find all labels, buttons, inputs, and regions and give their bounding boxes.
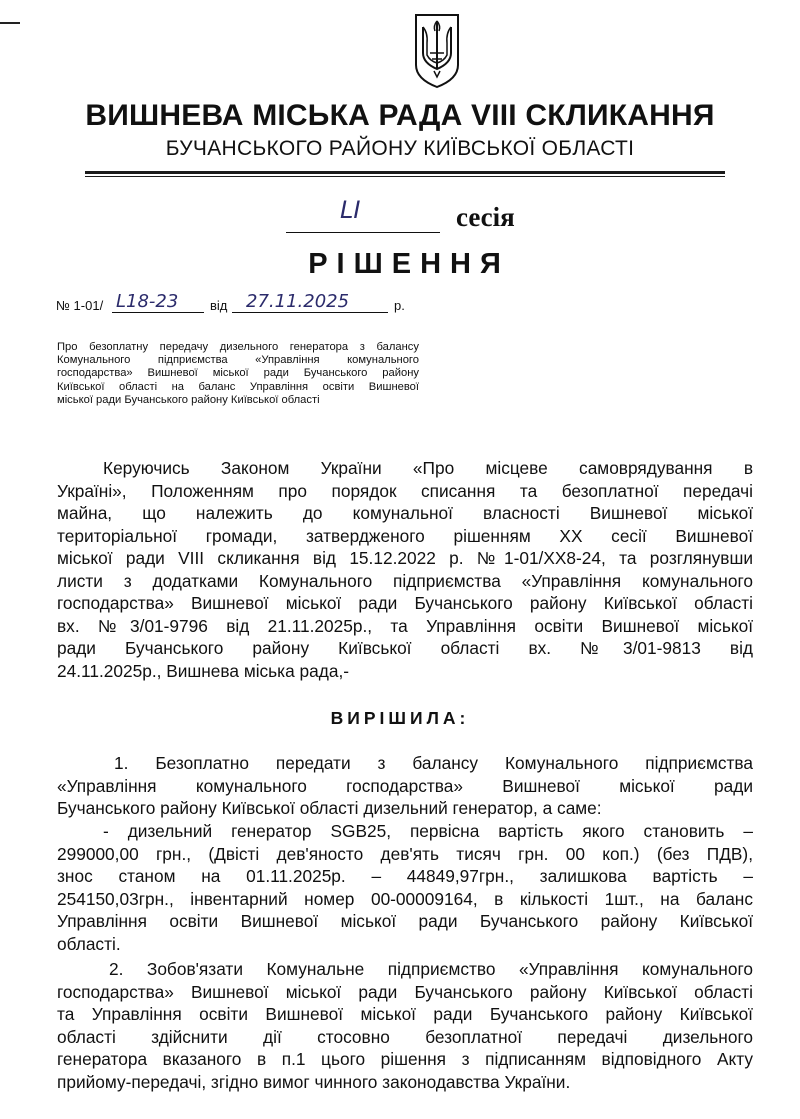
item-2-line: області здійснити дії стосовно безоплатної передачі дизельного [57,1026,753,1047]
item-1-detail-line: 254150,03грн., інвентарний номер 00-00009164, в кількості 1шт., на баланс [57,888,753,909]
item-1-detail-line: знос станом на 01.11.2025р. – 44849,97грн., залишкова вартість – [57,866,753,886]
session-label: сесія [456,202,515,232]
preamble-line: листи з додатками Комунального підприємства «Управління комунального [57,570,753,591]
item-2 [57,958,753,1093]
preamble-line: Україні», Положенням про порядок списання та безоплатної передачі [57,480,753,501]
decision-title: РІШЕННЯ [308,248,510,280]
decision-subject [57,341,419,407]
council-name: ВИШНЕВА МІСЬКА РАДА VIII СКЛИКАННЯ [85,99,715,132]
district-name: БУЧАНСЬКОГО РАЙОНУ КИЇВСЬКОЇ ОБЛАСТІ [165,137,635,160]
preamble-line: міської ради VIII скликання від 15.12.2022 р. №1-01/XX8-24, та розглянувши [57,548,753,568]
decision-number-underline [112,312,204,313]
item-1-detail-line: області. [57,933,121,954]
trident-coat-of-arms-icon [414,13,460,89]
session-number-handwritten: LI [340,196,361,224]
item-2-line: 2. Зобов'язати Комунальне підприємство «Управління комунального [109,959,753,979]
subject-line: Комунального підприємства «Управління комунального [57,354,419,367]
subject-line: господарства» Вишневої міської ради Бучанського району [57,367,419,380]
decision-number-handwritten: L18-23 [116,291,179,312]
item-1-line: 1. Безоплатно передати з балансу Комунального підприємства [114,753,753,773]
subject-line: міської ради Бучанського району Київської області [57,393,320,406]
item-1-detail-line: Управління освіти Вишневої міської ради Бучанського району Київської [57,911,753,931]
preamble-line: 24.11.2025р., Вишнева міська рада,- [57,660,350,681]
resolved-heading: ВИРІШИЛА: [330,708,470,728]
item-1-detail-line: - дизельний генератор SGB25, первісна вартість якого становить – [103,821,753,841]
preamble-line: вх. №3/01-9796 від 21.11.2025р., та Управління освіти Вишневої міської [57,615,753,636]
item-2-line: прийому-передачі, згідно вимог чинного законодавства України. [57,1071,571,1092]
preamble-line: ради Бучанського району Київської області вх. №3/01-9813 від [57,638,753,658]
decision-number-prefix: № 1-01/ [56,298,104,313]
item-1-line: Бучанського району Київської області дизельний генератор, а саме: [57,798,602,818]
item-1-detail-line: 299000,00 грн., (Двісті дев'яносто дев'ять тисяч грн. 00 коп.) (без ПДВ), [57,843,753,864]
date-suffix: р. [394,298,405,313]
preamble [57,457,753,682]
date-prefix: від [210,298,228,313]
item-2-line: генератора вказаного в п.1 цього рішення з підписанням відповідного Акту [57,1049,753,1069]
preamble-line: господарства» Вишневої міської ради Бучанського району Київської області [57,593,753,613]
subject-line: Про безоплатну передачу дизельного генератора з балансу [57,341,419,353]
preamble-line: майна, що належить до комунальної власності Вишневої міської [57,503,753,523]
preamble-line: територіальної громади, затвердженого рішенням XX сесії Вишневої [57,525,753,546]
header-divider-thin [85,176,725,177]
preamble-line: Керуючись Законом України «Про місцеве самоврядування в [103,458,753,478]
item-1 [57,752,753,820]
header-divider-thick [85,171,725,174]
corner-scan-mark [0,22,20,24]
decision-date-handwritten: 27.11.2025 [246,291,350,312]
item-2-line: та Управління освіти Вишневої міської ради Бучанського району Київської [57,1004,753,1024]
item-1-line: «Управління комунального господарства» Вишневої міської ради [57,775,753,796]
item-1-detail [57,820,753,955]
decision-date-underline [232,312,388,313]
session-underline [286,232,440,233]
subject-line: Київської області на баланс Управління освіти Вишневої [57,380,419,393]
item-2-line: господарства» Вишневої міської ради Бучанського району Київської області [57,981,753,1002]
